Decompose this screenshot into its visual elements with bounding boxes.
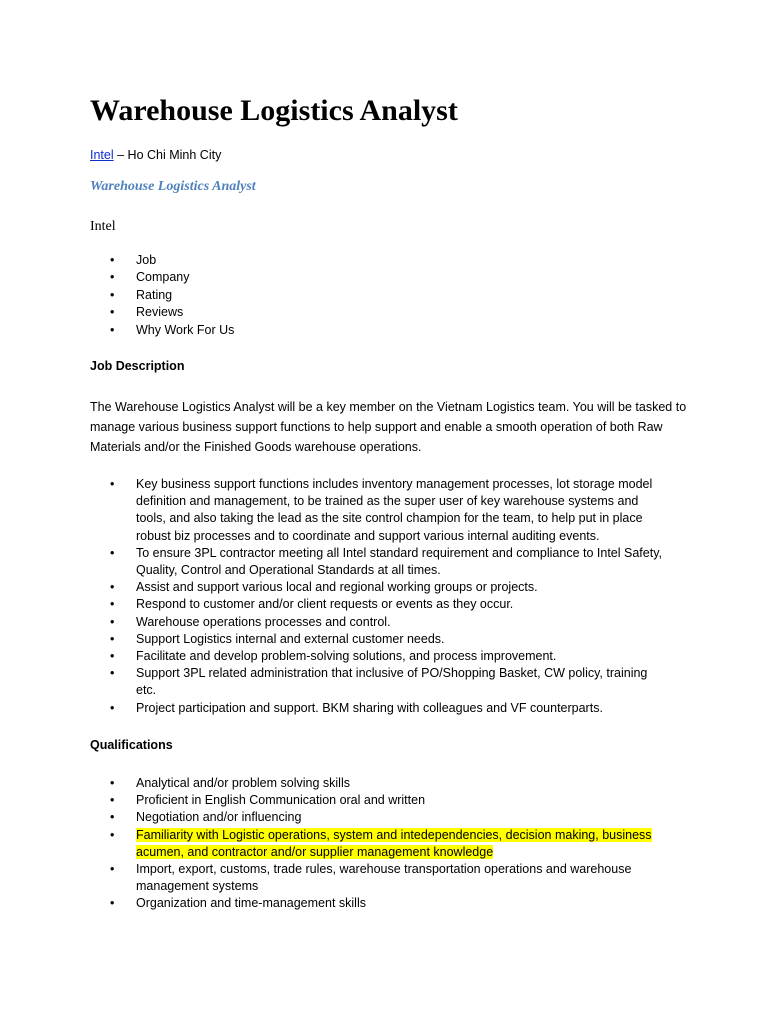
nav-item-company: • Company (0, 269, 664, 286)
highlighted-list-item (0, 827, 664, 861)
page-title: Warehouse Logistics Analyst (90, 94, 458, 127)
nav-item-reviews: • Reviews (0, 304, 664, 321)
qualifications-heading: Qualifications (90, 738, 173, 752)
highlighted-text: Familiarity with Logistic operations, system and intedependencies, decision making, business acumen, and contractor and/or supplier management knowledge (136, 827, 652, 859)
job-description-intro: The Warehouse Logistics Analyst will be a key member on the Vietnam Logistics team. You will be tasked to manage various business support functions to help support and enable a smooth operation of both Raw Materials and/or the Finished Goods warehouse operations. (90, 400, 687, 454)
job-nav-list (0, 252, 664, 339)
nav-item-job: • Job (0, 252, 664, 269)
company-location-line (90, 147, 221, 164)
list-item: • Proficient in English Communication oral and written (0, 792, 664, 809)
responsibilities-list (0, 476, 664, 717)
list-item: • Support 3PL related administration that inclusive of PO/Shopping Basket, CW policy, training etc. (0, 665, 664, 699)
list-item: • Facilitate and develop problem-solving solutions, and process improvement. (0, 648, 664, 665)
job-description-heading: Job Description (90, 359, 185, 373)
list-item: • Support Logistics internal and external customer needs. (0, 631, 664, 648)
qualifications-list (0, 775, 664, 913)
job-subtitle: Warehouse Logistics Analyst (90, 179, 256, 194)
company-name: Intel (90, 219, 116, 234)
nav-item-why-work-for-us: • Why Work For Us (0, 322, 664, 339)
list-item: • Negotiation and/or influencing (0, 809, 664, 826)
nav-item-rating: • Rating (0, 287, 664, 304)
separator: – (113, 148, 128, 162)
location-text: Ho Chi Minh City (127, 148, 222, 162)
list-item: • Assist and support various local and regional working groups or projects. (0, 579, 664, 596)
list-item: • Warehouse operations processes and control. (0, 614, 664, 631)
list-item: • Project participation and support. BKM sharing with colleagues and VF counterparts. (0, 700, 664, 717)
list-item: • Analytical and/or problem solving skills (0, 775, 664, 792)
list-item: • Key business support functions includes inventory management processes, lot storage model definition and management, to be trained as the super user of key warehouse systems and tools, and also taking the lead as the site control champion for the team, to help put in place robust biz processes and to coordinate and support various internal auditing events. (0, 476, 664, 545)
company-link[interactable]: Intel (90, 148, 114, 162)
list-item: • Import, export, customs, trade rules, warehouse transportation operations and warehouse management systems (0, 861, 664, 895)
list-item: • Organization and time-management skills (0, 895, 664, 912)
list-item: • To ensure 3PL contractor meeting all Intel standard requirement and compliance to Intel Safety, Quality, Control and Operational Standards at all times. (0, 545, 664, 579)
list-item: • Respond to customer and/or client requests or events as they occur. (0, 596, 664, 613)
